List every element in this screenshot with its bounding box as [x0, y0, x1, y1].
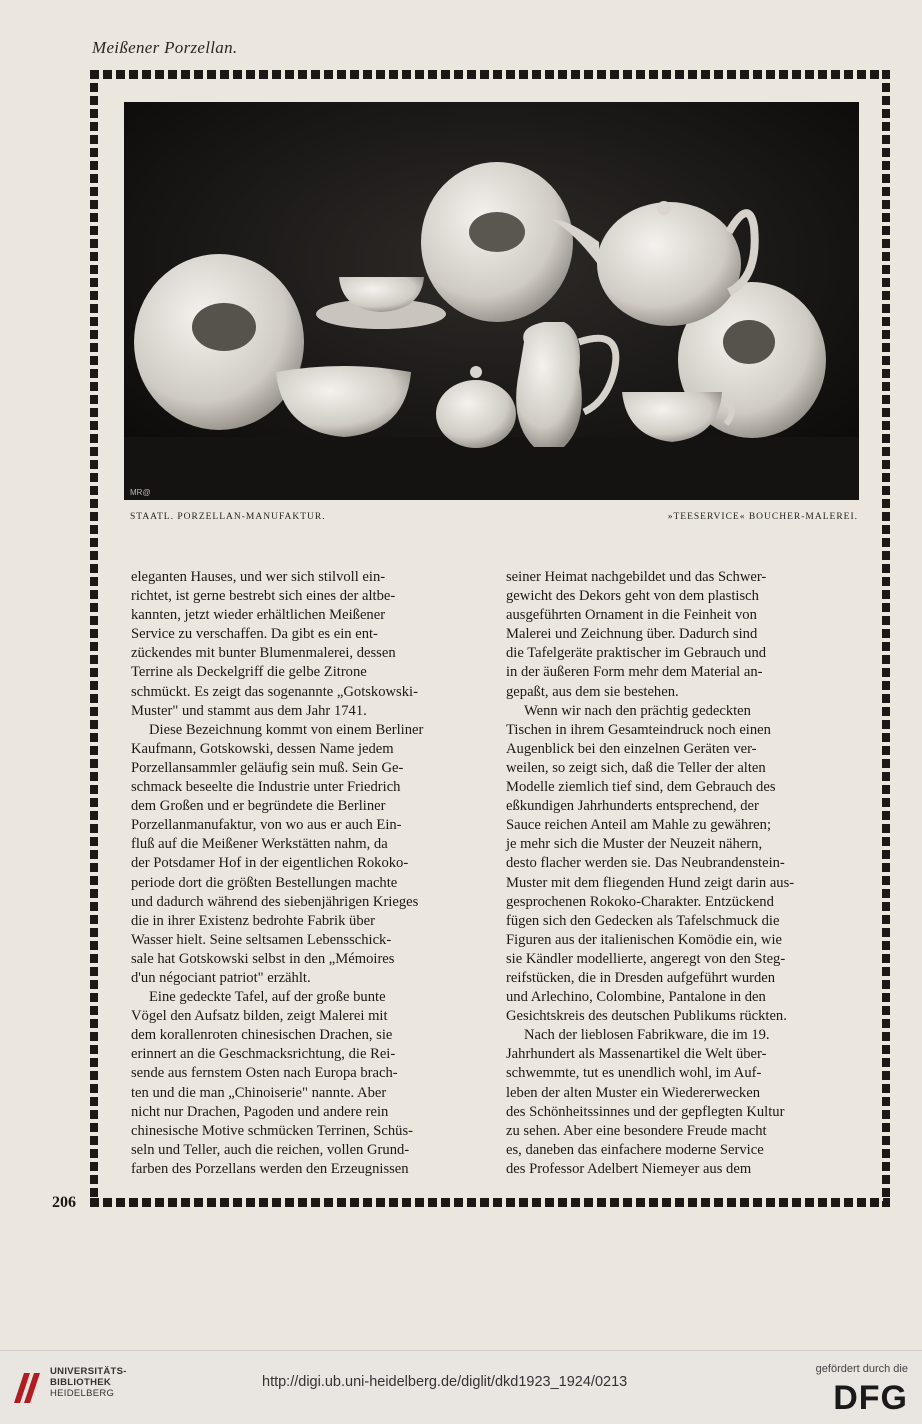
viewer-footer [0, 1350, 922, 1424]
text-line: des Schönheitssinnes und der gepflegten Kultur [506, 1103, 785, 1120]
text-line: Sauce reichen Anteil am Mahle zu gewähren; [506, 817, 772, 834]
library-line: HEIDELBERG [50, 1388, 115, 1399]
text-line: Gesichtskreis des deutschen Publikums rückten. [506, 1008, 787, 1025]
text-line: Kaufmann, Gotskowski, dessen Name jedem [131, 740, 394, 757]
text-line: reifstücken, die in Dresden aufgeführt wurden [506, 969, 776, 986]
library-name[interactable] [50, 1366, 127, 1399]
text-line: gepaßt, aus dem sie bestehen. [506, 683, 679, 700]
text-line: Porzellansammler geläufig sein muß. Sein Ge- [131, 759, 404, 776]
text-line: fügen sich den Gedecken als Tafelschmuck die [506, 912, 780, 929]
permalink[interactable]: http://digi.ub.uni-heidelberg.de/diglit/dkd1923_1924/0213 [262, 1374, 628, 1390]
milk-jug [516, 322, 582, 447]
text-line: leben der alten Muster ein Wiedererwecken [506, 1084, 761, 1101]
text-line: dem korallenroten chinesischen Drachen, sie [131, 1027, 393, 1044]
text-line: nicht nur Drachen, Pagoden und andere rein [131, 1103, 389, 1120]
text-column-right [506, 568, 861, 1179]
photo-monogram: MR@ [130, 488, 151, 497]
text-line: seiner Heimat nachgebildet und das Schwer- [506, 569, 767, 585]
dfg-logo[interactable]: DFG [833, 1379, 908, 1417]
text-line: Service zu verschaffen. Da gibt es ein ent- [131, 626, 378, 643]
text-line: d'un négociant patriot" erzählt. [131, 969, 311, 986]
library-line: BIBLIOTHEK [50, 1377, 112, 1388]
text-line: seln und Teller, auch die reichen, vollen Grund- [131, 1141, 410, 1158]
text-line: richtet, ist gerne bestrebt sich eines der altbe- [131, 588, 396, 605]
text-line: eleganten Hauses, und wer sich stilvoll ein- [131, 569, 386, 585]
text-line: Figuren aus der italienischen Komödie ein, wie [506, 931, 782, 948]
text-line: Porzellanmanufaktur, von wo aus er auch Ein- [131, 817, 402, 834]
text-line: Muster" und stammt aus dem Jahr 1741. [131, 702, 367, 719]
sponsor-label: gefördert durch die [815, 1363, 908, 1375]
text-line: periode dort die größten Bestellungen machte [131, 874, 398, 891]
text-line: und Arlechino, Colombine, Pantalone in den [506, 989, 766, 1006]
running-title: Meißener Porzellan. [92, 38, 238, 57]
text-line: und dadurch während des siebenjährigen Krieges [131, 893, 419, 910]
porcelain-photograph [124, 102, 859, 500]
text-line: die in ihrer Existenz bedrohte Fabrik über [131, 912, 375, 929]
tea-service-illustration [124, 102, 859, 500]
sugar-box [436, 380, 516, 448]
text-line: ausgeführten Ornament in die Feinheit von [506, 607, 757, 624]
text-line: Augenblick bei den einzelnen Geräten ver- [506, 740, 757, 757]
text-line: gewicht des Dekors geht von dem plastisch [506, 588, 759, 605]
ornament-border-bottom [90, 1198, 890, 1207]
caption-manufacturer: STAATL. PORZELLAN-MANUFAKTUR. [130, 512, 326, 522]
caption-title: »TEESERVICE« BOUCHER-MALEREI. [667, 512, 858, 522]
text-line: sende aus fernstem Osten nach Europa brach- [131, 1065, 398, 1082]
text-line: sale hat Gotskowski selbst in den „Mémoires [131, 950, 395, 967]
text-line: je mehr sich die Muster der Neuzeit nähern, [506, 836, 763, 853]
text-line: schmack beseelte die Industrie unter Friedrich [131, 779, 401, 796]
text-line: Tischen in ihrem Gesamteindruck noch einen [506, 721, 771, 738]
page-number: 206 [52, 1194, 76, 1211]
text-line: die Tafelgeräte praktischer im Gebrauch und [506, 645, 767, 662]
text-line: des Professor Adelbert Niemeyer aus dem [506, 1160, 752, 1177]
text-line: kannten, jetzt wieder erhältlichen Meißener [131, 607, 386, 624]
ornament-border-top [90, 70, 890, 79]
teapot [597, 202, 741, 326]
text-line: fluß auf die Meißener Werkstätten nahm, da [131, 836, 388, 853]
text-line: Vögel den Aufsatz bilden, zeigt Malerei mit [131, 1008, 388, 1025]
text-line: dem Großen und er begründete die Berliner [131, 798, 386, 815]
text-line: Malerei und Zeichnung über. Dadurch sind [506, 626, 758, 643]
text-column-left [131, 568, 486, 1179]
text-line: Muster mit dem fliegenden Hund zeigt darin aus- [506, 874, 795, 891]
ornament-border-right [882, 70, 890, 1207]
text-line: weilen, so zeigt sich, daß die Teller der alten [506, 759, 766, 776]
text-line: sie Kändler modellierte, angeregt von den Steg- [506, 950, 786, 967]
text-line: schmückt. Es zeigt das sogenannte „Gotskowski- [131, 683, 418, 700]
ornament-border-left [90, 70, 98, 1207]
text-line: Wenn wir nach den prächtig gedeckten [524, 702, 751, 719]
library-line: UNIVERSITÄTS- [50, 1366, 127, 1377]
text-line: erinnert an die Geschmacksrichtung, die Rei- [131, 1046, 396, 1063]
university-logo-icon [10, 1369, 44, 1405]
text-line: chinesische Motive schmücken Terrinen, Schüs- [131, 1122, 413, 1139]
text-line: eßkundigen Jahrhunderts entsprechend, der [506, 798, 759, 815]
text-line: Jahrhundert als Massenartikel die Welt über- [506, 1046, 767, 1063]
text-line: desto flacher werden sie. Das Neubrandenstein- [506, 855, 785, 872]
text-line: Eine gedeckte Tafel, auf der große bunte [149, 989, 386, 1006]
text-line: zückendes mit bunter Blumenmalerei, dessen [131, 645, 396, 662]
text-line: Nach der lieblosen Fabrikware, die im 19. [524, 1027, 770, 1044]
text-line: farben des Porzellans werden den Erzeugnissen [131, 1160, 409, 1177]
text-line: schwemmte, tut es unendlich wohl, im Auf- [506, 1065, 762, 1082]
text-line: ten und die man „Chinoiserie" nannte. Aber [131, 1084, 387, 1101]
text-line: Modelle ziemlich tief sind, dem Gebrauch des [506, 779, 776, 796]
text-line: Terrine als Deckelgriff die gelbe Zitrone [131, 664, 367, 681]
text-line: Diese Bezeichnung kommt von einem Berliner [149, 721, 424, 738]
text-line: in der äußeren Form mehr dem Material an- [506, 664, 763, 681]
text-line: der Potsdamer Hof in der eigentlichen Rokoko- [131, 855, 409, 872]
text-line: gesprochenen Rokoko-Charakter. Entzückend [506, 893, 774, 910]
text-line: zu sehen. Aber eine besondere Freude macht [506, 1122, 767, 1139]
text-line: es, daneben das einfachere moderne Service [506, 1141, 764, 1158]
text-line: Wasser hielt. Seine seltsamen Lebensschick- [131, 931, 392, 948]
